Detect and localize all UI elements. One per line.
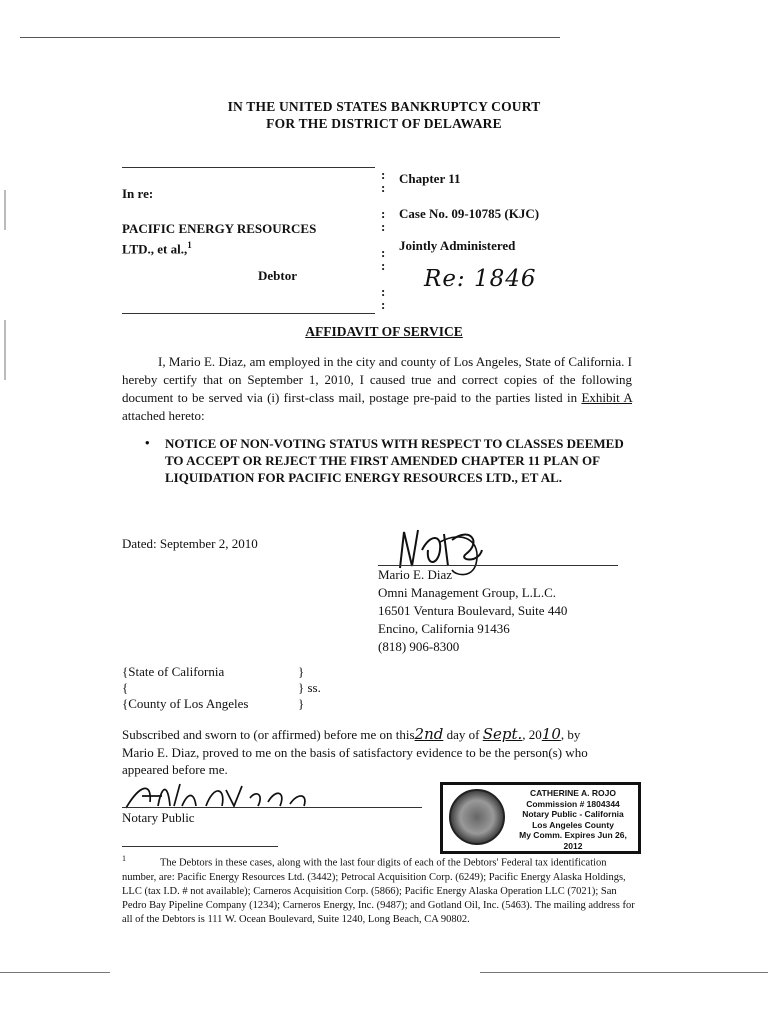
notary-stamp xyxy=(440,782,641,854)
jurat-part-3: , 20 xyxy=(522,727,542,742)
bullet-icon: • xyxy=(145,435,150,450)
caption-top-rule xyxy=(122,167,375,168)
jurat-year-handwritten: 10 xyxy=(541,725,561,743)
jurat-part-2: day of xyxy=(446,727,480,742)
stamp-expiration: My Comm. Expires Jun 26, 2012 xyxy=(519,830,627,851)
state-seal-icon xyxy=(449,789,505,845)
debtor-name-line-2 xyxy=(122,237,192,257)
venue-left xyxy=(122,664,248,712)
jointly-administered-text: Jointly Administered xyxy=(399,238,516,253)
jointly-administered xyxy=(399,238,515,254)
footnote-text: The Debtors in these cases, along with the last four digits of each of the Debtors' Federal tax identification number, are: Pacific Energy Resources Ltd. (3442); Petrocal Acquisition Corp. (6249); Pacific Energy Alaska Holdings, LLC (tax I.D. # not available); Carneros Acquisition Corp. (5866); Pacific Energy Alaska Operation LLC (7021); San Pedro Bay Pipeline Company (1234); Carneros Energy, Inc. (9487); and Gotland Oil, Inc. (5463). The mailing address for all of the Debtors is 111 W. Ocean Boulevard, Suite 1240, Long Beach, CA 90802. xyxy=(122,857,635,925)
exhibit-reference: Exhibit A xyxy=(581,390,632,405)
signatory-name: Mario E. Diaz xyxy=(378,567,453,582)
jurat-part-4: , by xyxy=(560,727,581,742)
venue-brace-1: } xyxy=(298,664,305,679)
notary-public-label: Notary Public xyxy=(122,810,195,825)
affidavit-heading-wrap xyxy=(0,323,768,341)
bottom-edge-line-right xyxy=(480,972,768,973)
venue-county: {County of Los Angeles xyxy=(122,696,249,711)
stamp-title: Notary Public - California xyxy=(522,809,624,819)
signatory-company: Omni Management Group, L.L.C. xyxy=(378,585,556,600)
footnote-reference: 1 xyxy=(187,240,192,250)
venue-brace-3: } xyxy=(298,696,305,711)
dated-line: Dated: September 2, 2010 xyxy=(122,536,258,551)
body-tail: attached hereto: xyxy=(122,408,205,423)
jurat-line-3: appeared before me. xyxy=(122,762,228,777)
jurat-line-1 xyxy=(122,726,642,743)
venue-state: {State of California xyxy=(122,664,225,679)
caption-colon-column: : : : : : : : : xyxy=(381,167,386,312)
jurat-day-handwritten: 2nd xyxy=(414,725,444,743)
jurat-part-1: Subscribed and sworn to (or affirmed) before me on this xyxy=(122,727,415,742)
court-title-line-1: IN THE UNITED STATES BANKRUPTCY COURT xyxy=(227,99,541,114)
stamp-county: Los Angeles County xyxy=(532,819,614,830)
court-title xyxy=(0,98,768,132)
chapter-label: Chapter 11 xyxy=(399,171,461,186)
stamp-commission: Commission # 1804344 xyxy=(526,798,620,809)
footnote xyxy=(122,852,642,927)
body-text: I, Mario E. Diaz, am employed in the city and county of Los Angeles, State of California. I hereby certify that on September 1, 2010, I caused true and correct copies of the following document to be served via (i) first-class mail, postage pre-paid to the parties listed in xyxy=(122,354,632,405)
signatory-phone: (818) 906-8300 xyxy=(378,639,460,654)
case-number: Case No. 09-10785 (KJC) xyxy=(399,206,540,221)
bottom-edge-line-left xyxy=(0,972,110,973)
notary-signature-line xyxy=(122,807,422,808)
affidavit-heading: AFFIDAVIT OF SERVICE xyxy=(305,324,463,339)
top-edge-line xyxy=(20,37,560,38)
debtor-name-line-1: PACIFIC ENERGY RESOURCES xyxy=(122,221,317,236)
stamp-text-block xyxy=(511,788,635,851)
venue-ss: } ss. xyxy=(298,680,321,695)
jurat-month-handwritten: Sept. xyxy=(482,725,523,743)
jurat-line-2: Mario E. Diaz, proved to me on the basis of satisfactory evidence to be the person(s) who xyxy=(122,745,588,760)
signatory-block xyxy=(378,566,567,656)
footnote-separator xyxy=(122,846,278,847)
debtor-label: Debtor xyxy=(258,268,297,283)
stamp-notary-name: CATHERINE A. ROJO xyxy=(530,788,616,798)
footnote-marker: 1 xyxy=(122,854,126,863)
debtor-name-line-2-text: LTD., et al., xyxy=(122,241,188,257)
venue-brace: { xyxy=(122,680,129,695)
signatory-address-1: 16501 Ventura Boulevard, Suite 440 xyxy=(378,603,568,618)
caption-bottom-rule xyxy=(122,313,375,314)
body-paragraph xyxy=(122,353,632,425)
in-re-label: In re: xyxy=(122,186,154,201)
signatory-address-2: Encino, California 91436 xyxy=(378,621,510,636)
venue-right xyxy=(298,664,321,712)
scan-margin-mark xyxy=(4,190,6,230)
handwritten-docket-reference: Re: 1846 xyxy=(424,266,537,292)
court-title-line-2: FOR THE DISTRICT OF DELAWARE xyxy=(266,116,502,131)
served-document-title: NOTICE OF NON-VOTING STATUS WITH RESPECT TO CLASSES DEEMED TO ACCEPT OR REJECT THE FIRST AMENDED CHAPTER 11 PLAN OF LIQUIDATION FOR PACIFIC ENERGY RESOURCES LTD., ET AL. xyxy=(165,436,624,485)
